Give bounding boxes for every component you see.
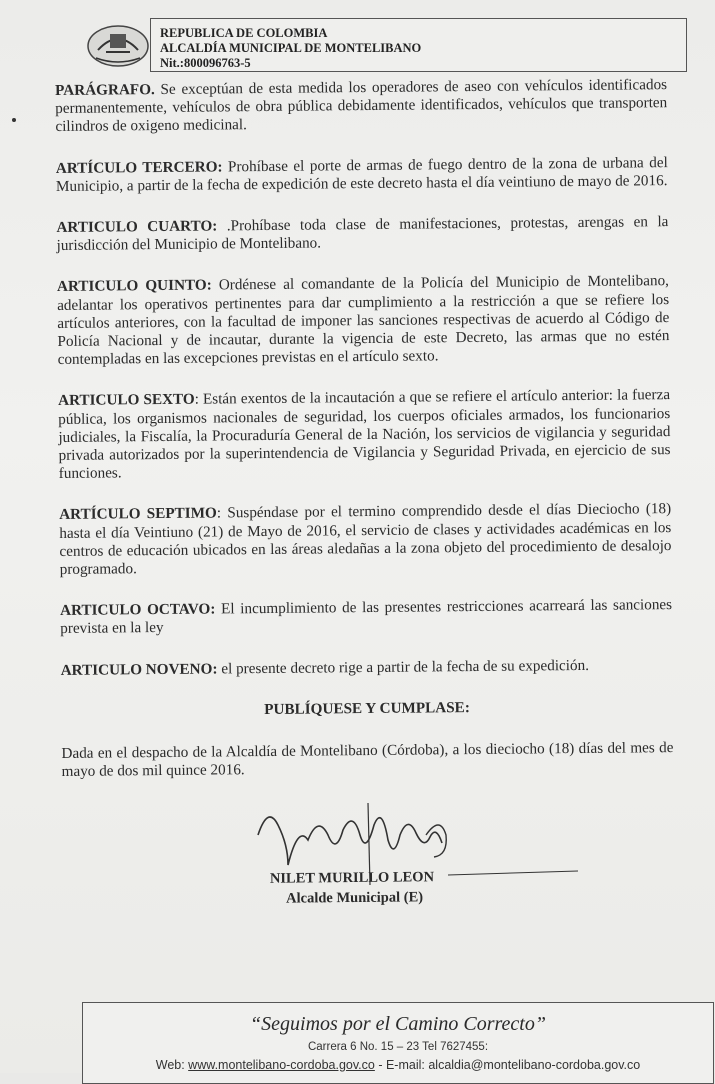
email-link[interactable]: alcaldia@montelibano-cordoba.gov.co xyxy=(428,1058,641,1072)
article-text: Prohíbase el porte de armas de fuego dentro de la zona de urbana del Municipio, a partir de la fecha de expedición de este decreto hasta el día veintiuno de mayo de 2016. xyxy=(55,153,668,195)
article-heading: ARTICULO CUARTO: xyxy=(56,217,218,237)
article-heading: ARTÍCULO SEPTIMO xyxy=(59,504,217,524)
article-9 xyxy=(61,656,673,680)
website-link[interactable]: www.montelibano-cordoba.gov.co xyxy=(188,1058,375,1072)
paragraph xyxy=(55,76,667,136)
article-8 xyxy=(60,596,672,638)
footer-contact xyxy=(83,1058,713,1072)
article-5 xyxy=(57,273,670,370)
header-country: REPUBLICA DE COLOMBIA xyxy=(160,26,328,40)
article-text: : Suspéndase por el termino comprendido desde el días Dieciocho (18) hasta el día Veintiuno (21) de Mayo de 2016, el servicio de clases y actividades académicas en los centros de educación ubicados en las áreas aledañas a la zona objeto del procedimiento de desalojo programado. xyxy=(59,500,672,579)
article-text: el presente decreto rige a partir de la fecha de su expedición. xyxy=(217,656,590,678)
article-text: El incumplimiento de las presentes restricciones acarreará las sanciones prevista en la ley xyxy=(60,596,673,638)
decree-body xyxy=(55,76,674,804)
article-7 xyxy=(59,501,672,580)
signature-block xyxy=(270,867,434,909)
publication-heading: PUBLÍQUESE Y CUMPLASE: xyxy=(264,698,470,718)
web-label: Web: xyxy=(155,1058,189,1072)
article-heading: ARTICULO OCTAVO: xyxy=(59,600,216,620)
article-6 xyxy=(58,387,671,484)
paragraph-heading: PARÁGRAFO. xyxy=(55,81,155,99)
article-heading: ARTICULO QUINTO: xyxy=(56,276,212,296)
municipal-seal-icon xyxy=(82,20,154,68)
article-3 xyxy=(56,154,668,196)
header-nit: Nit.:800096763-5 xyxy=(160,56,251,70)
article-4 xyxy=(56,213,668,255)
article-text: : Están exentos de la incautación a que se refiere el artículo anterior: la fuerza pública, los organismos nacionales de seguridad, los cuerpos oficiales armados, los funcionarios judiciales, la Fiscalía, la Procuraduría General de la Nación, los servicios de vigilancia y seguridad privada autorizados por la superintendencia de Vigilancia y Seguridad Privada, en ejercicio de sus funciones. xyxy=(58,386,671,483)
closing-statement: Dada en el despacho de la Alcaldía de Montelibano (Córdoba), a los dieciocho (18) días del mes de mayo de dos mil quince 2016. xyxy=(61,739,674,781)
article-heading: ARTÍCULO TERCERO: xyxy=(55,158,223,177)
article-text: .Prohíbase toda clase de manifestaciones, protestas, arengas en la jurisdicción del Municipio de Montelibano. xyxy=(56,213,669,255)
footer-box xyxy=(82,1002,714,1084)
footer-address: Carrera 6 No. 15 – 23 Tel 7627455: xyxy=(307,1041,489,1053)
footer-slogan: “Seguimos por el Camino Correcto” xyxy=(250,1013,546,1035)
header-office: ALCALDÍA MUNICIPAL DE MONTELIBANO xyxy=(160,41,422,55)
paragraph-text: Se exceptúan de esta medida los operadores de aseo con vehículos identificados permanentemente, vehículos de obra pública debidamente identificados, vehículos que transporten cilindros de oxigeno medicinal. xyxy=(55,76,668,136)
margin-dot xyxy=(12,118,16,122)
letterhead-text xyxy=(160,26,421,71)
signatory-name: NILET MURILLO LEON xyxy=(269,869,435,887)
article-heading: ARTICULO NOVENO: xyxy=(60,660,218,679)
article-text: Ordénese al comandante de la Policía del Municipio de Montelibano, adelantar los operativos pertinentes para dar cumplimiento a la restricción a que se refiere los artículos anteriores, con la facultad de imponer las sanciones respectivas de acuerdo al Código de Policía Nacional y de incautar, durante la vigencia de este Decreto, las armas que no estén contempladas en las excepciones previstas en el artículo sexto. xyxy=(57,272,670,369)
signatory-title: Alcalde Municipal (E) xyxy=(286,889,424,907)
article-heading: ARTICULO SEXTO xyxy=(57,391,195,410)
email-label: - E-mail: xyxy=(374,1058,429,1072)
